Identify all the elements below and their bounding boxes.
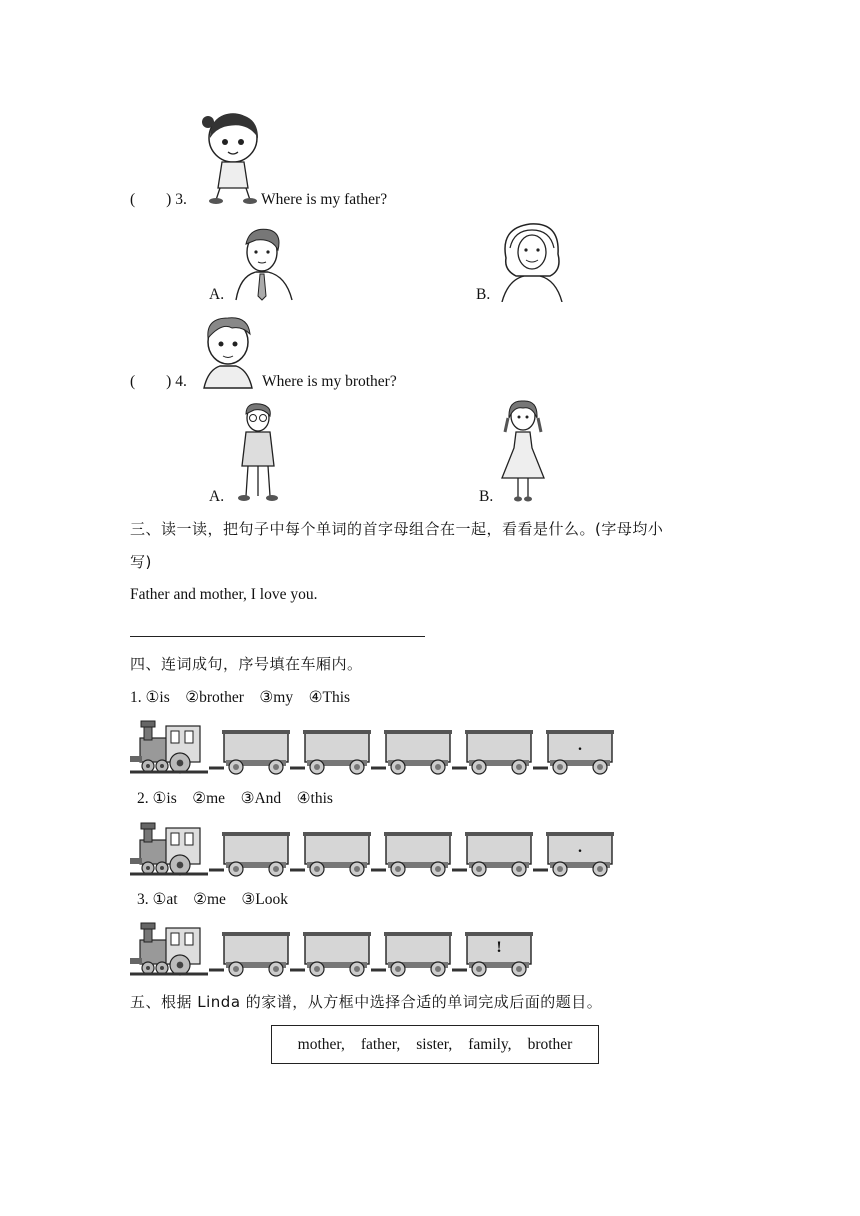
item2-label: 2. ①is ②me ③And ④this: [137, 790, 333, 807]
item1-label: 1. ①is ②brother ③my ④This: [130, 689, 351, 706]
train-2: [130, 818, 630, 880]
q4-option-a[interactable]: A.: [209, 488, 225, 505]
train-car-5[interactable]: [533, 832, 614, 876]
train-car-5[interactable]: [533, 730, 614, 774]
train-car-4[interactable]: [452, 730, 533, 774]
word-mother: mother,: [297, 1035, 345, 1053]
q3-number: ( ) 3.: [130, 191, 187, 208]
word-sister: sister,: [416, 1035, 453, 1053]
word-family: family,: [468, 1035, 512, 1053]
train-car-1[interactable]: [209, 932, 290, 976]
man-with-tie-icon: [230, 222, 296, 302]
locomotive-icon: [130, 923, 208, 975]
q4-question: Where is my brother?: [262, 373, 397, 390]
locomotive-icon: [130, 721, 208, 773]
girl-in-dress-icon: [500, 398, 546, 504]
train-car-2[interactable]: [290, 932, 371, 976]
train-car-2[interactable]: [290, 730, 371, 774]
section3-sentence: Father and mother, I love you.: [130, 586, 318, 603]
train-car-3[interactable]: [371, 832, 452, 876]
section3-title-cont: 写): [130, 553, 152, 571]
end-punctuation: !: [496, 939, 502, 956]
woman-curly-hair-icon: [496, 218, 572, 302]
locomotive-icon: [130, 823, 208, 875]
q3-question: Where is my father?: [261, 191, 388, 208]
end-punctuation: .: [578, 839, 582, 856]
train-car-3[interactable]: [371, 730, 452, 774]
answer-line[interactable]: [130, 636, 425, 637]
word-box: [271, 1025, 599, 1064]
section5-title: 五、根据 Linda 的家谱，从方框中选择合适的单词完成后面的题目。: [130, 993, 603, 1011]
train-car-4[interactable]: [452, 932, 533, 976]
item3-label: 3. ①at ②me ③Look: [137, 891, 289, 908]
q4-option-b[interactable]: B.: [479, 488, 494, 505]
train-car-2[interactable]: [290, 832, 371, 876]
train-car-1[interactable]: [209, 832, 290, 876]
section3-title: 三、读一读，把句子中每个单词的首字母组合在一起，看看是什么。(字母均小: [130, 520, 664, 538]
q4-number: ( ) 4.: [130, 373, 187, 390]
end-punctuation: .: [578, 737, 582, 754]
train-3: [130, 918, 550, 980]
train-1: [130, 716, 630, 778]
train-car-1[interactable]: [209, 730, 290, 774]
section4-title: 四、连词成句，序号填在车厢内。: [130, 655, 363, 673]
train-car-3[interactable]: [371, 932, 452, 976]
train-car-4[interactable]: [452, 832, 533, 876]
q3-option-a[interactable]: A.: [209, 286, 225, 303]
word-father: father,: [360, 1035, 401, 1053]
young-man-glasses-icon: [234, 400, 284, 504]
girl-cartoon-icon: [198, 108, 264, 206]
q3-option-b[interactable]: B.: [476, 286, 491, 303]
boy-cartoon-icon: [198, 312, 258, 390]
word-brother: brother: [527, 1035, 573, 1053]
